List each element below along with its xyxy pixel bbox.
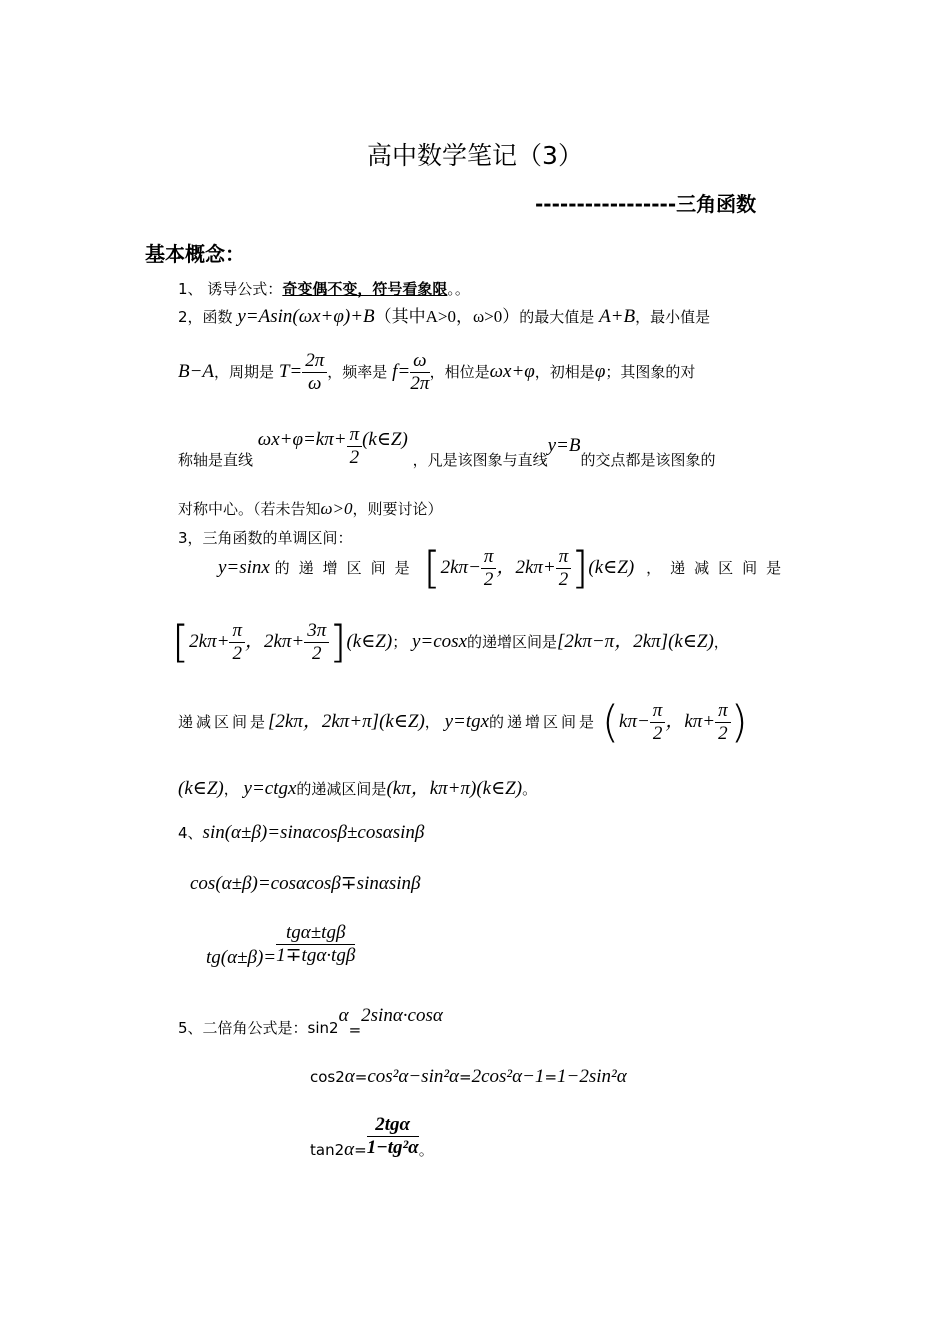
comma: ， [424, 712, 440, 731]
cos-func: y=cosx [411, 630, 467, 652]
freq-lhs: f= [392, 360, 411, 382]
item-3-line-4 [178, 773, 537, 800]
item-5-sin [178, 1005, 443, 1039]
tan2-num: 2tgα [367, 1114, 419, 1137]
section-heading: 基本概念： [145, 242, 245, 266]
bracket-right: ] [329, 616, 347, 668]
freq-num: ω [410, 350, 429, 373]
item-1 [178, 278, 470, 299]
item-4-prefix: 4、 [178, 824, 203, 842]
item-1-suffix: 。。 [447, 280, 470, 298]
kz: (k∈Z) [476, 778, 523, 799]
sin-inc-a: 2kπ− [440, 556, 481, 578]
item-2-line-1 [178, 302, 808, 328]
item-3-line-1 [218, 542, 791, 594]
tan2-den: 1−tg²α [366, 1136, 419, 1158]
item-2-period-text: ，周期是 [214, 362, 275, 381]
pi: π [556, 546, 572, 569]
eq: = [544, 1068, 558, 1086]
cos2-label: cos2 [310, 1068, 345, 1086]
item-2-init-text: ，初相是 [534, 362, 595, 381]
sin-inc-frac-2 [556, 546, 572, 591]
center-text-4: ，则要讨论） [352, 500, 443, 518]
item-5-tan [310, 1114, 434, 1161]
freq-den: 2π [410, 372, 430, 394]
item-2-phase-text: ，相位是 [429, 362, 490, 381]
tan2-label: tan2 [310, 1140, 345, 1159]
cos-inc-label: 的递增区间是 [467, 632, 558, 651]
axis-fraction [347, 424, 363, 469]
item-2-line-3 [178, 424, 716, 470]
bracket-left: [ [172, 616, 190, 668]
center-line: y=B [547, 434, 581, 456]
item-5-cos [310, 1066, 627, 1088]
comma: ， [223, 780, 239, 798]
item-2-min-value: B−A [178, 360, 215, 382]
item-3-line-2 [172, 616, 729, 668]
period-den: ω [308, 372, 322, 394]
bracket-left: [ [423, 542, 441, 594]
two: 2 [312, 642, 322, 664]
sin-inc-frac-1 [481, 546, 497, 591]
sin-dec-frac-2 [304, 620, 329, 665]
period-lhs: T= [278, 360, 303, 382]
kz: (k∈Z) [588, 556, 635, 578]
cos2-form-b: 2cos²α−1 [471, 1066, 545, 1087]
tan-inc-frac-1 [650, 700, 666, 745]
pi: π [481, 546, 497, 569]
eq: = [354, 1068, 368, 1086]
pi: π [229, 620, 245, 643]
sin-inc-label: 的递增区间是 [274, 558, 419, 577]
item-1-prefix: 1、 诱导公式： [178, 280, 283, 298]
comma: ， [713, 632, 729, 651]
axis-eq-a: ωx+φ=kπ+ [257, 428, 347, 450]
axis-num: π [347, 424, 363, 447]
sin-sum-formula: sin(α±β)=sinαcosβ±cosαsinβ [202, 822, 425, 843]
item-3-heading: 3，三角函数的单调区间： [178, 529, 353, 547]
eq: = [348, 1021, 362, 1039]
item-5-end: 。 [418, 1140, 434, 1159]
two: 2 [718, 722, 728, 744]
sin-inc-b: ，2kπ+ [496, 556, 556, 578]
alpha: α [338, 1005, 349, 1026]
tan-inc-a: kπ− [619, 710, 650, 732]
two: 2 [483, 568, 494, 590]
paren-right: ) [730, 696, 748, 748]
item-2-max-value: A+B [599, 306, 636, 327]
semicolon: ； [392, 632, 408, 651]
tan-inc-label: 的递增区间是 [489, 712, 598, 731]
cos2-form-c: 1−2sin²α [557, 1066, 627, 1087]
item-4-sin [178, 822, 424, 844]
paren-left: ( [601, 696, 620, 748]
tan2-fraction [367, 1114, 419, 1159]
cot-dec: (kπ，kπ+π) [386, 778, 477, 799]
pi: π [650, 700, 666, 723]
sin-dec-frac-1 [229, 620, 245, 665]
sin2-formula: 2sinα·cosα [361, 1005, 443, 1026]
axis-den: 2 [349, 446, 360, 468]
item-2-condition: （其中A>0，ω>0） [374, 307, 520, 326]
two: 2 [558, 568, 569, 590]
cos-dec-label: 递减区间是 [178, 712, 269, 731]
tan-sum-num: tgα±tgβ [276, 922, 355, 945]
item-2-prefix: 2，函数 [178, 308, 233, 326]
phase-value: ωx+φ [489, 360, 535, 382]
eq: = [354, 1140, 367, 1159]
kz: (k∈Z) [178, 778, 224, 799]
tan-sum-lhs: tg(α±β)= [206, 946, 277, 968]
item-2-freq-text: ，频率是 [327, 362, 388, 381]
item-2-function: y=Asin(ωx+φ)+B [237, 306, 375, 327]
tan-inc-frac-2 [715, 700, 731, 745]
cos-dec: [2kπ，2kπ+π] [268, 710, 380, 732]
alpha: α [344, 1066, 355, 1087]
item-2-line-4 [178, 498, 443, 519]
item-5-prefix: 5、二倍角公式是：sin2 [178, 1019, 339, 1037]
item-2-min-text: ，最小值是 [635, 308, 711, 326]
cos-inc: [2kπ−π，2kπ] [557, 630, 669, 652]
period-num: 2π [302, 350, 327, 373]
item-2-max-text: 的最大值是 [519, 308, 595, 326]
item-2-axis-intro: ；其图象的对 [605, 362, 696, 381]
page-title: 高中数学笔记（3） [367, 141, 583, 170]
three-pi: 3π [304, 620, 329, 643]
tan-func: y=tgx [444, 710, 490, 732]
cos2-form-a: cos²α−sin²α [367, 1066, 460, 1087]
item-1-mnemonic: 奇变偶不变，符号看象限 [282, 280, 448, 298]
two: 2 [232, 642, 242, 664]
center-cond: ω>0 [320, 499, 353, 518]
sin-dec-b: ，2kπ+ [244, 630, 305, 652]
center-text-2: 的交点都是该图象的 [580, 450, 716, 469]
init-value: φ [594, 360, 606, 382]
cot-dec-label: 的递减区间是 [296, 780, 387, 798]
alpha: α [344, 1138, 355, 1160]
tan-inc-b: ，kπ+ [665, 710, 716, 732]
item-4-tan [206, 922, 355, 969]
period-fraction [302, 350, 327, 395]
center-text-3: 对称中心。（若未告知 [178, 500, 321, 518]
cos-sum-formula: cos(α±β)=cosαcosβ∓sinαsinβ [190, 873, 421, 894]
item-4-cos [190, 872, 420, 895]
tan-sum-den: 1∓tgα·tgβ [276, 944, 356, 966]
sin-func: y=sinx [218, 556, 270, 578]
kz: (k∈Z) [346, 630, 393, 652]
period-end: 。 [522, 780, 538, 798]
pi: π [715, 700, 731, 723]
tan-sum-fraction [276, 922, 355, 967]
page-subtitle: -----------------三角函数 [535, 192, 757, 216]
freq-fraction [410, 350, 429, 395]
kz: (k∈Z) [379, 710, 425, 732]
two: 2 [652, 722, 663, 744]
axis-label: 称轴是直线 [178, 450, 254, 469]
sin-dec-label: ，递减区间是 [646, 558, 791, 577]
eq: = [459, 1068, 472, 1086]
bracket-right: ] [571, 542, 589, 594]
item-3-line-3 [178, 696, 748, 748]
cot-func: y=ctgx [243, 778, 297, 799]
center-text: ，凡是该图象与直线 [412, 450, 548, 469]
axis-eq-b: (k∈Z) [362, 428, 408, 450]
item-2-line-2 [178, 350, 695, 395]
sin-dec-a: 2kπ+ [189, 630, 230, 652]
kz: (k∈Z) [668, 630, 714, 652]
